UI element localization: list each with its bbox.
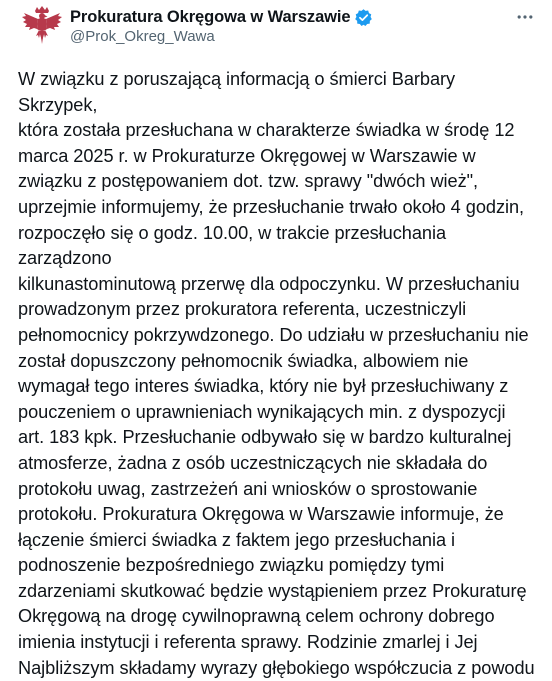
display-name[interactable]: Prokuratura Okręgowa w Warszawie [70,7,351,26]
tweet-text: W związku z poruszającą informacją o śmierci Barbary Skrzypek, która została przesłuchana w charakterze świadka w środę 12 marca 2025 r. w Prokuraturze Okręgowej w Warszawie w związku z postępowaniem dot. tzw. sprawy "dwóch wież", uprzejmie informujemy, że przesłuchanie trwało około 4 godzin, rozpoczęło się o godz. 10.00, w trakcie przesłuchania zarządzono kilkunastominutową przerwę dla odpoczynku. W przesłuchaniu prowadzonym przez prokuratora referenta, uczestniczyli pełnomocnicy pokrzywdzonego. Do udziału w przesłuchaniu nie został dopuszczony pełnomocnik świadka, albowiem nie wymagał tego interes świadka, który nie był przesłuchiwany z pouczeniem o uprawnieniach wynikających min. z dyspozycji art. 183 kpk. Przesłuchanie odbywało się w bardzo kulturalnej atmosferze, żadna z osób uczestniczących nie składała do protokołu uwag, zastrzeżeń ani wniosków o sprostowanie protokołu. Prokuratura Okręgowa w Warszawie informuje, że łączenie śmierci świadka z faktem jego przesłuchania i podnoszenie bezpośredniego związku pomiędzy tymi zdarzeniami skutkować będzie wystąpieniem przez Prokuraturę Okręgową na drogę cywilnoprawną celem ochrony dobrego imienia instytucji i referenta sprawy. Rodzinie zmarlej i Jej Najbliższym składamy wyrazy głębokiego współczucia z powodu [18,69,535,678]
tweet-header [18,2,538,52]
verified-badge-icon [354,8,373,27]
polish-eagle-emblem-icon [18,2,66,50]
more-horizontal-icon[interactable] [514,6,536,28]
account-name-row[interactable] [70,6,373,28]
account-handle[interactable]: @Prok_Okreg_Wawa [70,28,215,45]
avatar[interactable] [18,2,66,50]
